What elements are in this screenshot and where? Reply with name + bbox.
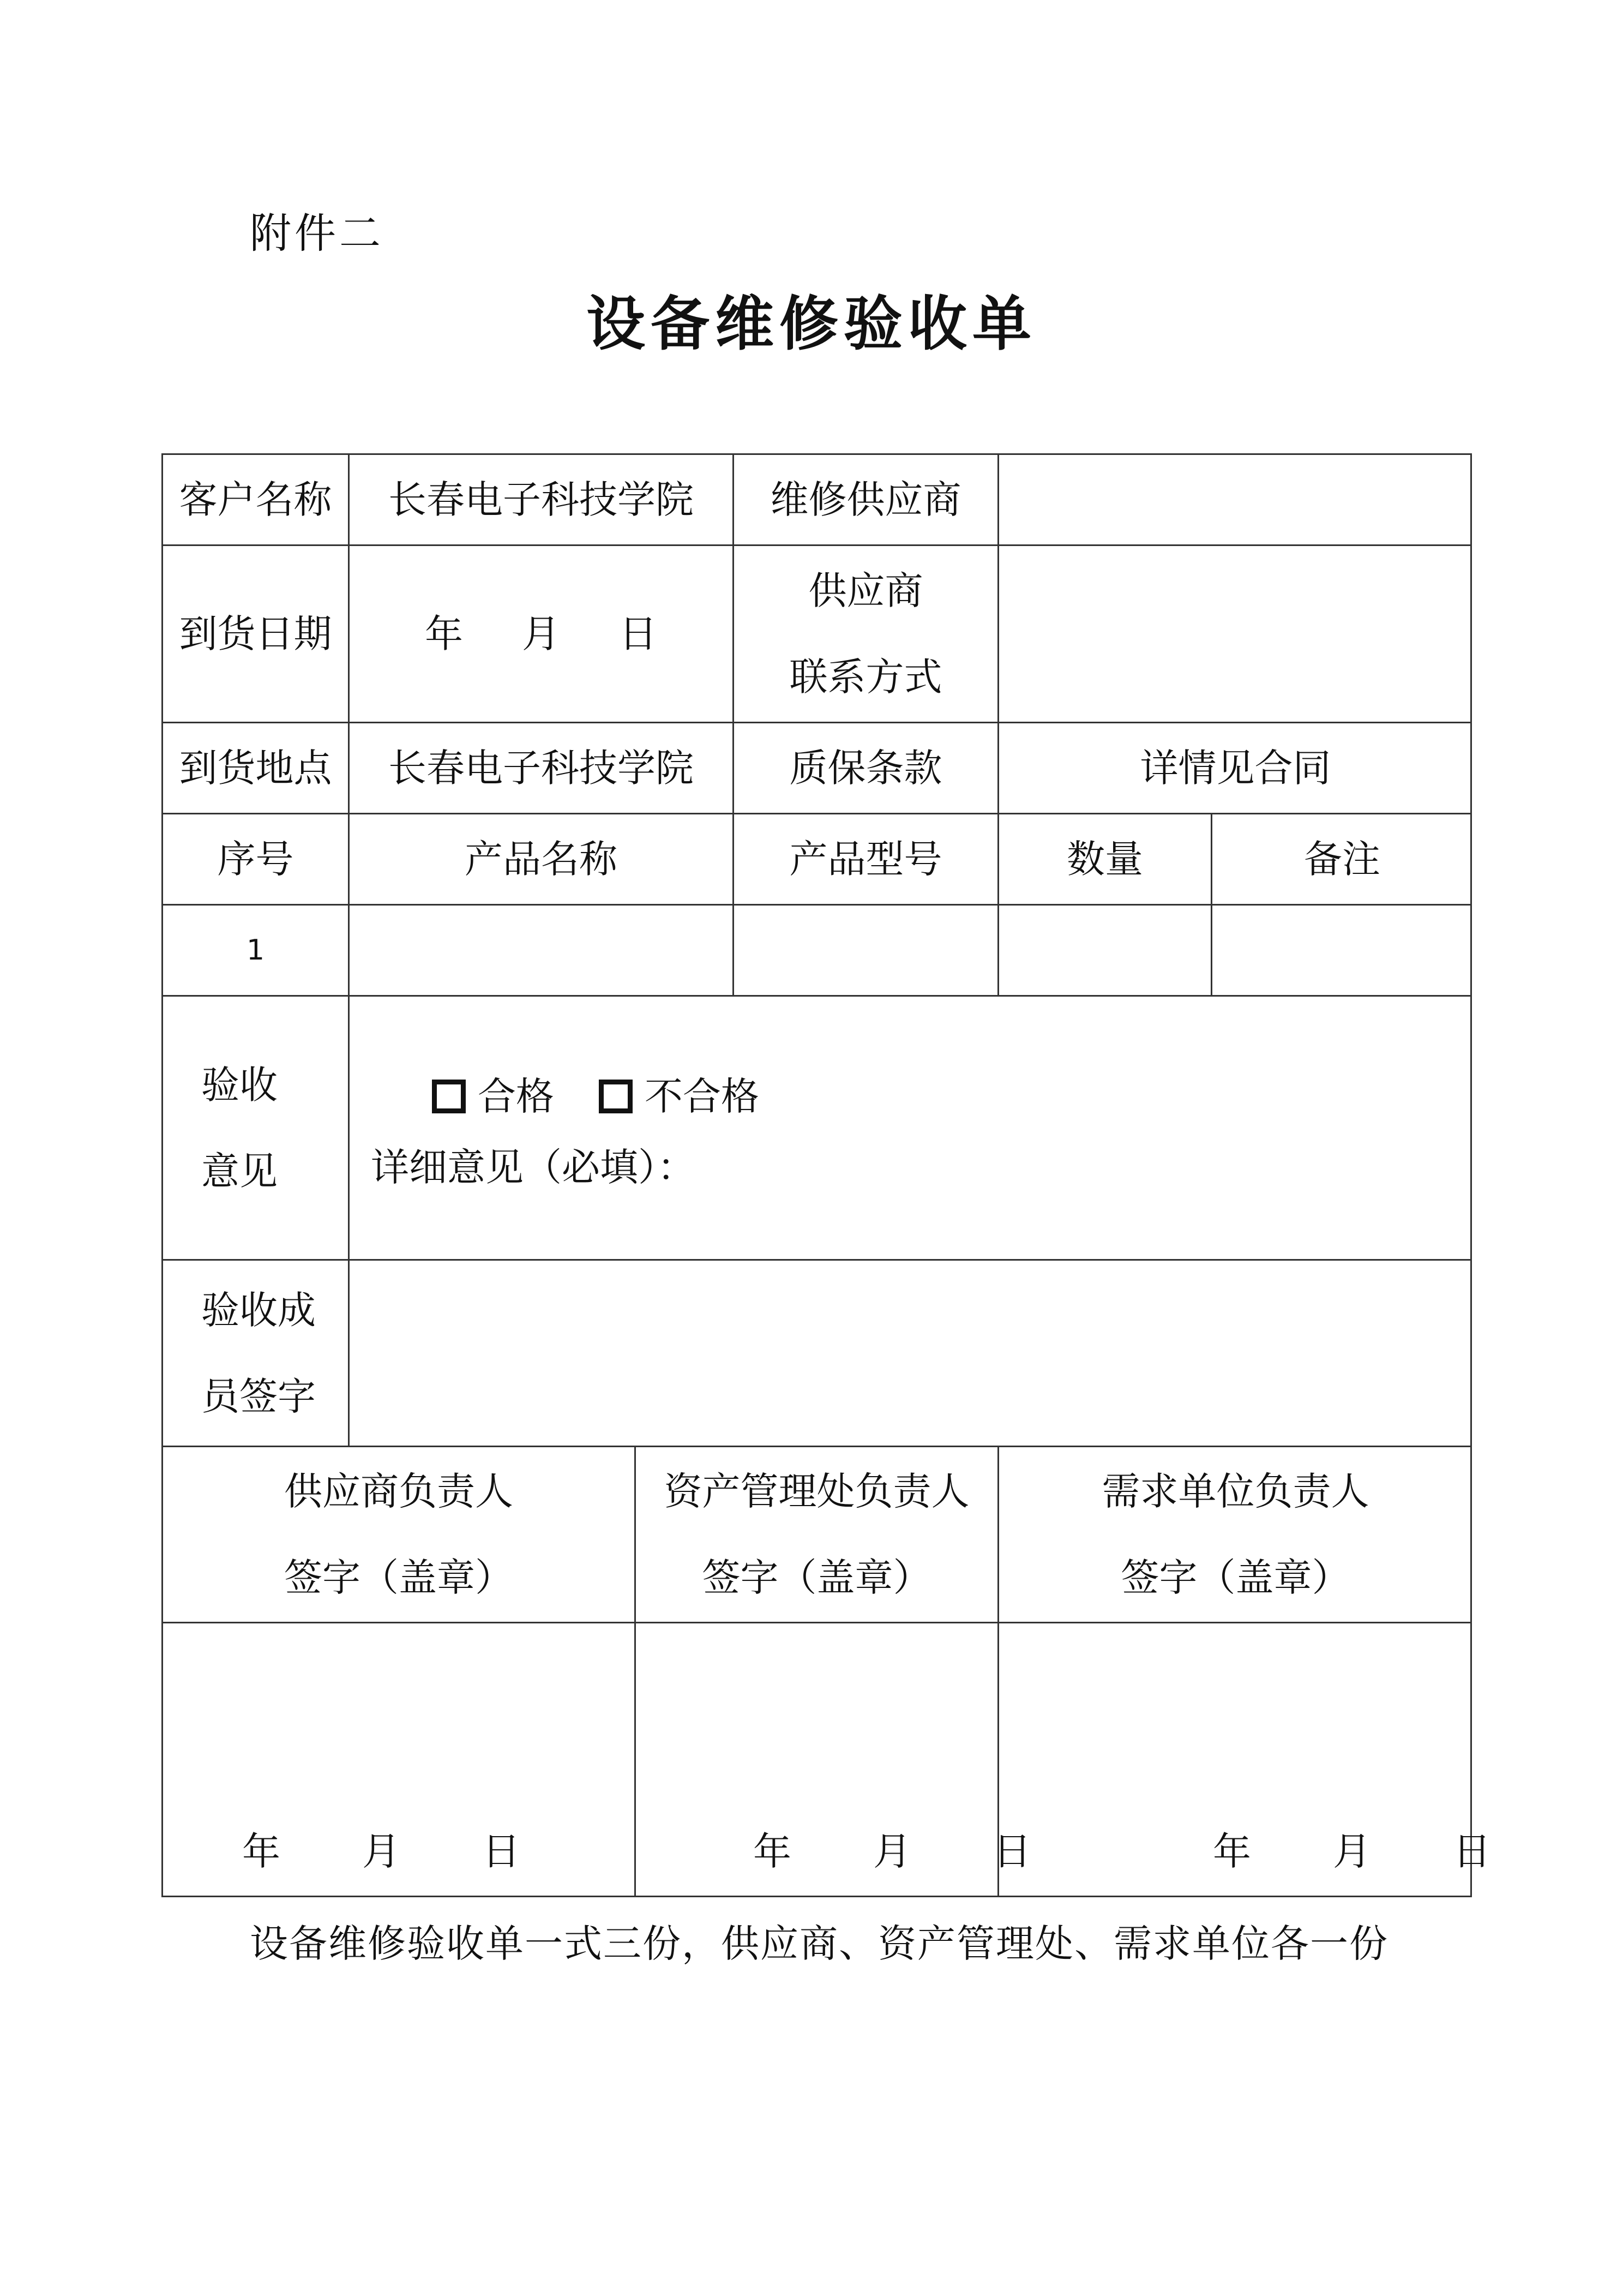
demand-unit-sub: 签字（盖章） <box>1121 1555 1350 1600</box>
header-index: 序号 <box>163 814 350 906</box>
acceptance-opinion-field[interactable] <box>350 997 1472 1261</box>
demand-unit-sign-date <box>1213 1829 1491 1874</box>
demand-unit-title: 需求单位负责人 <box>1102 1469 1369 1514</box>
pass-checkbox[interactable] <box>432 1080 466 1113</box>
supplier-contact-label <box>734 546 999 723</box>
acceptance-opinion-label-line1: 验收 <box>201 1062 278 1107</box>
header-product-name: 产品名称 <box>350 814 734 906</box>
sign-date-year: 年 <box>242 1829 280 1874</box>
attachment-label: 附件二 <box>250 209 384 257</box>
pass-label: 合格 <box>478 1074 554 1119</box>
supplier-sign-date <box>242 1829 520 1874</box>
customer-name-value: 长春电子科技学院 <box>350 455 734 546</box>
repair-supplier-field[interactable] <box>999 455 1472 546</box>
asset-office-sub: 签字（盖章） <box>702 1555 931 1600</box>
repair-supplier-label: 维修供应商 <box>734 455 999 546</box>
fail-checkbox[interactable] <box>599 1080 633 1113</box>
members-sign-label <box>163 1261 350 1447</box>
warranty-value: 详情见合同 <box>999 723 1472 814</box>
supplier-contact-label-line2: 联系方式 <box>789 655 942 699</box>
row-index: 1 <box>163 906 350 997</box>
date-month: 月 <box>522 612 560 656</box>
supplier-head-title: 供应商负责人 <box>284 1469 513 1514</box>
header-remarks: 备注 <box>1212 814 1472 906</box>
date-day: 日 <box>619 612 657 656</box>
asset-office-title: 资产管理处负责人 <box>664 1469 970 1514</box>
acceptance-options <box>432 1074 759 1119</box>
sign-date-day: 日 <box>993 1829 1031 1874</box>
warranty-label: 质保条款 <box>734 723 999 814</box>
header-product-model: 产品型号 <box>734 814 999 906</box>
arrival-date-field[interactable] <box>350 546 734 723</box>
supplier-contact-label-line1: 供应商 <box>808 568 923 613</box>
form-title: 设备维修验收单 <box>586 290 1037 358</box>
supplier-head-signature-header <box>163 1447 636 1623</box>
supplier-head-sub: 签字（盖章） <box>284 1555 513 1600</box>
sign-date-month: 月 <box>1333 1829 1371 1874</box>
acceptance-opinion-label <box>163 997 350 1261</box>
row-product-model[interactable] <box>734 906 999 997</box>
sign-date-year: 年 <box>753 1829 791 1874</box>
members-sign-label-line1: 验收成 <box>201 1287 316 1333</box>
sign-date-year: 年 <box>1213 1829 1251 1874</box>
asset-office-sign-date <box>753 1829 1031 1874</box>
members-sign-label-line2: 员签字 <box>201 1374 316 1419</box>
sign-date-month: 月 <box>873 1829 911 1874</box>
header-quantity: 数量 <box>999 814 1212 906</box>
asset-office-signature-header <box>636 1447 999 1623</box>
row-product-name[interactable] <box>350 906 734 997</box>
arrival-date-label: 到货日期 <box>163 546 350 723</box>
detail-opinion-label: 详细意见（必填）： <box>371 1145 695 1190</box>
arrival-place-label: 到货地点 <box>163 723 350 814</box>
demand-unit-signature-header <box>999 1447 1472 1623</box>
customer-name-label: 客户名称 <box>163 455 350 546</box>
row-remarks[interactable] <box>1212 906 1472 997</box>
sign-date-month: 月 <box>362 1829 400 1874</box>
acceptance-opinion-label-line2: 意见 <box>201 1148 278 1194</box>
sign-date-day: 日 <box>482 1829 520 1874</box>
supplier-contact-field[interactable] <box>999 546 1472 723</box>
footnote: 设备维修验收单一式三份，供应商、资产管理处、需求单位各一份 <box>250 1921 1388 1966</box>
acceptance-form <box>161 453 1491 1897</box>
row-quantity[interactable] <box>999 906 1212 997</box>
date-year: 年 <box>425 612 463 656</box>
members-sign-field[interactable] <box>350 1261 1472 1447</box>
sign-date-day: 日 <box>1453 1829 1491 1874</box>
fail-label: 不合格 <box>645 1074 759 1119</box>
arrival-place-value: 长春电子科技学院 <box>350 723 734 814</box>
